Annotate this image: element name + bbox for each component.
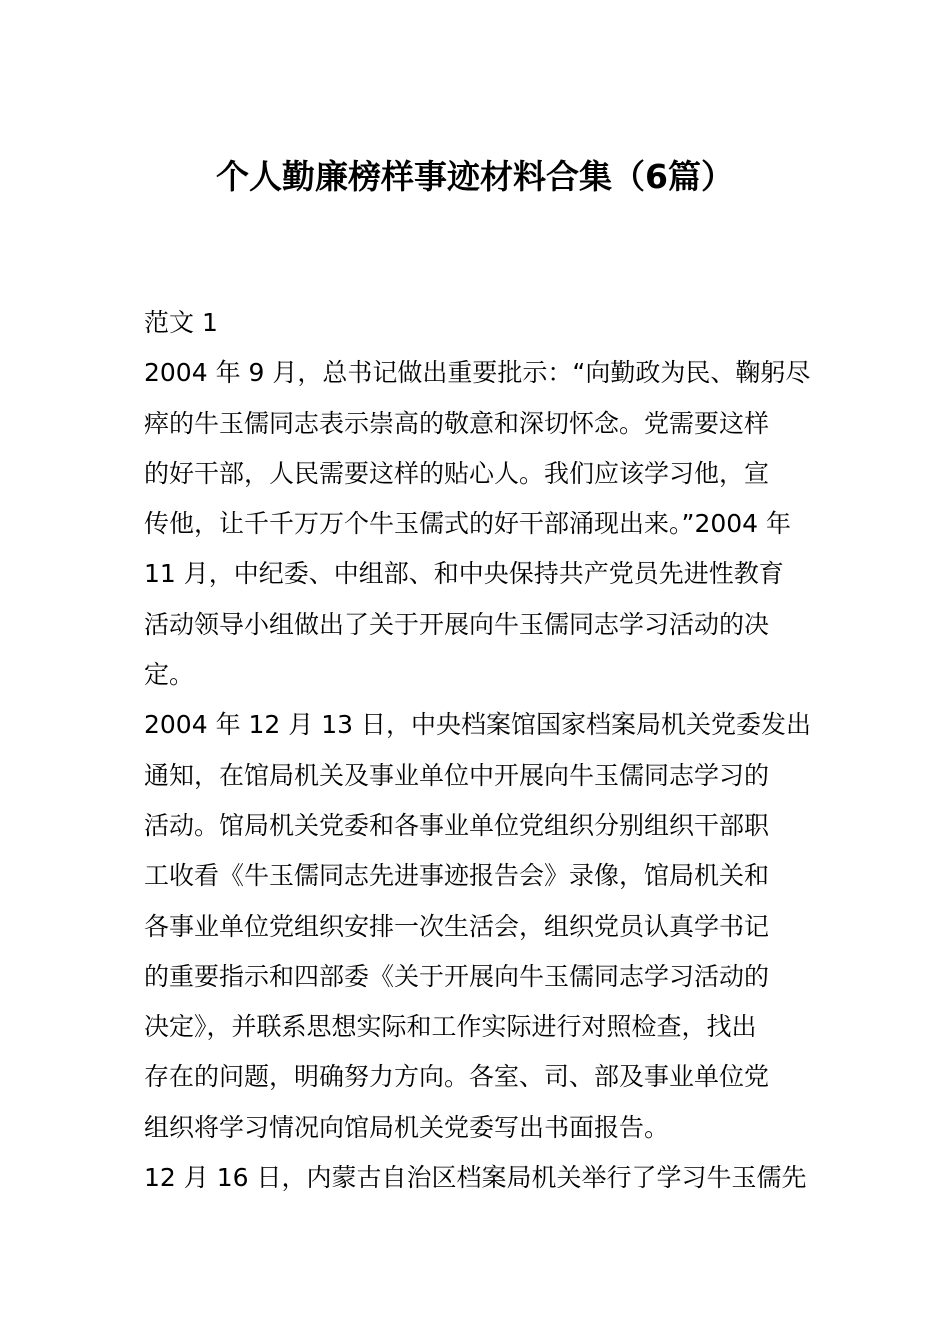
text-line: 决定》，并联系思想实际和工作实际进行对照检查，找出: [144, 1012, 757, 1042]
document-title: 个人勤廉榜样事迹材料合集（6篇）: [216, 157, 734, 196]
text-line: 瘁的牛玉儒同志表示崇高的敬意和深切怀念。党需要这样: [144, 408, 770, 438]
document-body: [144, 298, 810, 1203]
text-line: 的重要指示和四部委《关于开展向牛玉儒同志学习活动的: [144, 961, 770, 991]
text-line: 定。: [144, 660, 195, 690]
text-line: 活动。馆局机关党委和各事业单位党组织分别组织干部职: [144, 810, 770, 840]
section-heading: 范文 1: [144, 308, 218, 337]
text-line: 存在的问题，明确努力方向。各室、司、部及事业单位党: [144, 1062, 770, 1092]
text-line: 组织将学习情况向馆局机关党委写出书面报告。: [144, 1112, 670, 1142]
text-line: 活动领导小组做出了关于开展向牛玉儒同志学习活动的决: [144, 609, 770, 639]
text-line: 传他，让千千万万个牛玉儒式的好干部涌现出来。”2004 年: [144, 509, 792, 539]
text-line: 工收看《牛玉儒同志先进事迹报告会》录像，馆局机关和: [144, 861, 770, 891]
text-line: 各事业单位党组织安排一次生活会，组织党员认真学书记: [144, 911, 770, 941]
text-line: 2004 年 9 月，总书记做出重要批示：“向勤政为民、鞠躬尽: [144, 358, 811, 388]
text-line: 通知，在馆局机关及事业单位中开展向牛玉儒同志学习的: [144, 760, 770, 790]
text-line: 的好干部，人民需要这样的贴心人。我们应该学习他，宣: [144, 458, 770, 488]
text-line: 2004 年 12 月 13 日，中央档案馆国家档案局机关党委发出: [144, 710, 811, 740]
text-line: 11 月，中纪委、中组部、和中央保持共产党员先进性教育: [144, 559, 784, 589]
text-line: 12 月 16 日，内蒙古自治区档案局机关举行了学习牛玉儒先: [144, 1163, 807, 1193]
